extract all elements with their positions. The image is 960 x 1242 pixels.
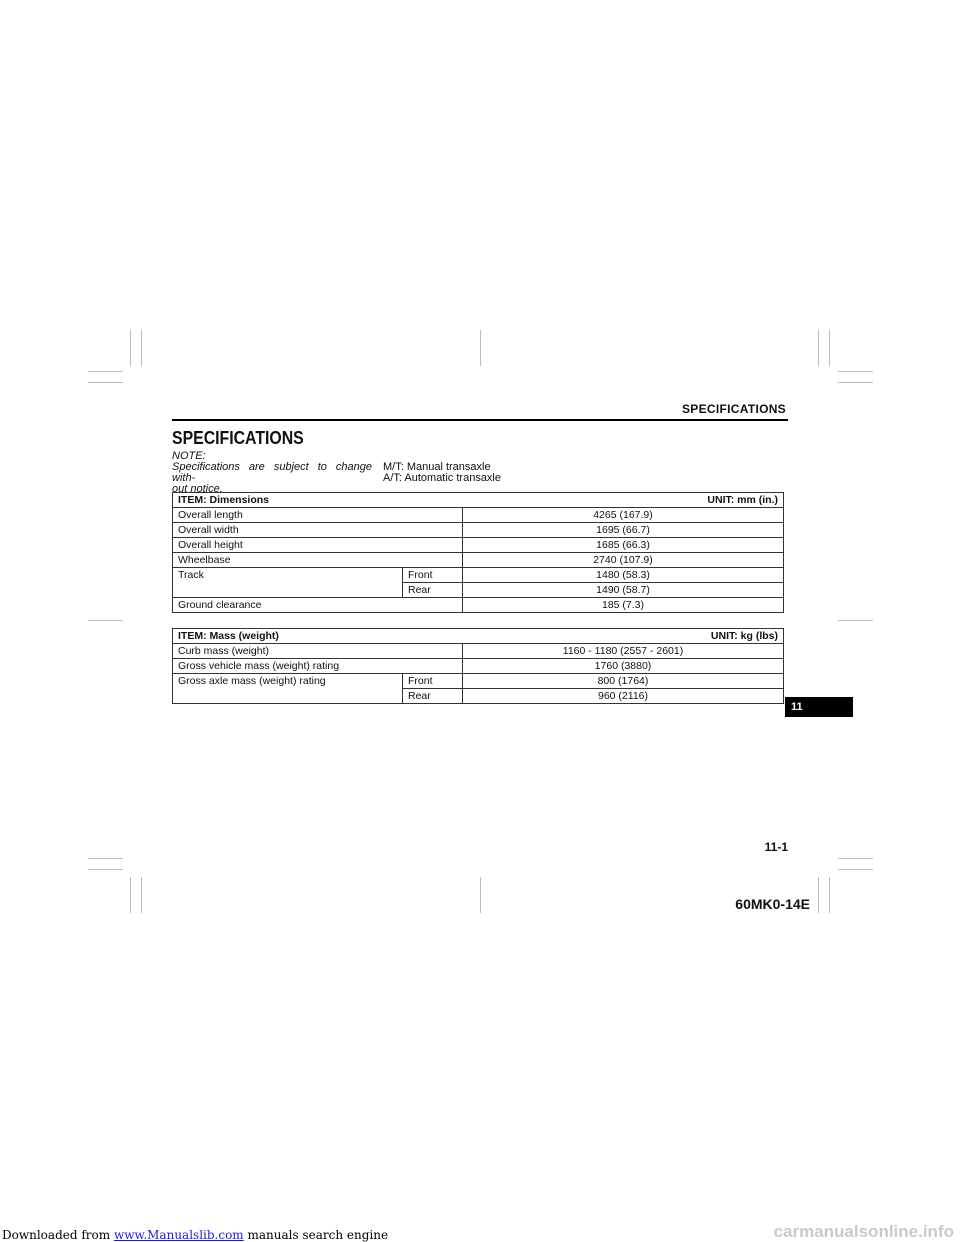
table-row (173, 598, 784, 613)
row-value: 1480 (58.3) (463, 568, 784, 583)
abbreviation-item: M/T: Manual transaxle (383, 461, 491, 473)
mass-table (172, 628, 784, 704)
crop-mark (818, 877, 819, 913)
table-item-label: ITEM: Mass (weight) (178, 630, 279, 642)
source-prefix: Downloaded from (2, 1228, 114, 1242)
abbreviation-item: A/T: Automatic transaxle (383, 472, 501, 484)
crop-mark (88, 858, 123, 859)
page-title: SPECIFICATIONS (172, 428, 304, 448)
row-sublabel: Rear (403, 689, 463, 704)
table-unit-label: UNIT: kg (lbs) (710, 630, 778, 642)
crop-mark (829, 877, 830, 913)
crop-mark (818, 330, 819, 366)
crop-mark (141, 330, 142, 366)
row-label: Curb mass (weight) (173, 644, 463, 659)
crop-mark (480, 330, 481, 366)
header-rule (172, 419, 788, 421)
row-label: Gross vehicle mass (weight) rating (173, 659, 463, 674)
table-item-label: ITEM: Dimensions (178, 494, 270, 506)
row-value: 1695 (66.7) (463, 523, 784, 538)
manualslib-link[interactable]: www.Manualslib.com (113, 1228, 244, 1242)
crop-mark (838, 620, 873, 621)
table-header-cell (173, 629, 784, 644)
note-label: NOTE: (172, 450, 206, 462)
row-value: 1160 - 1180 (2557 - 2601) (463, 644, 784, 659)
page-number: 11-1 (764, 840, 788, 854)
table-unit-label: UNIT: mm (in.) (707, 494, 778, 506)
row-sublabel: Front (403, 568, 463, 583)
crop-mark (88, 620, 123, 621)
row-value: 800 (1764) (463, 674, 784, 689)
row-label: Gross axle mass (weight) rating (173, 674, 403, 689)
table-header-row (173, 629, 784, 644)
row-value: 1760 (3880) (463, 659, 784, 674)
row-value: 1490 (58.7) (463, 583, 784, 598)
row-label: Overall length (173, 508, 463, 523)
row-value: 960 (2116) (463, 689, 784, 704)
row-value: 1685 (66.3) (463, 538, 784, 553)
crop-mark (838, 869, 873, 870)
crop-mark (838, 371, 873, 372)
crop-mark (838, 382, 873, 383)
crop-mark (88, 869, 123, 870)
row-label-continued (173, 583, 403, 598)
chapter-tab: 11 (785, 697, 853, 717)
running-header: SPECIFICATIONS (682, 402, 786, 416)
row-sublabel: Rear (403, 583, 463, 598)
row-sublabel: Front (403, 674, 463, 689)
note-text-line: out notice. (172, 483, 223, 495)
crop-mark (130, 330, 131, 366)
row-value: 185 (7.3) (463, 598, 784, 613)
crop-mark (829, 330, 830, 366)
table-row (173, 523, 784, 538)
table-row (173, 659, 784, 674)
row-label: Overall width (173, 523, 463, 538)
crop-mark (141, 877, 142, 913)
crop-mark (480, 877, 481, 913)
row-label: Wheelbase (173, 553, 463, 568)
row-value: 4265 (167.9) (463, 508, 784, 523)
table-header-row (173, 493, 784, 508)
crop-mark (88, 371, 123, 372)
abbreviation-list (383, 462, 501, 484)
row-label: Ground clearance (173, 598, 463, 613)
dimensions-table (172, 492, 784, 613)
note-block (172, 451, 372, 495)
table-row (173, 508, 784, 523)
table-row (173, 644, 784, 659)
table-row (173, 568, 784, 583)
crop-mark (838, 858, 873, 859)
document-code: 60MK0-14E (735, 896, 810, 912)
table-row (173, 674, 784, 689)
table-header-cell (173, 493, 784, 508)
row-label-continued (173, 689, 403, 704)
table-row (173, 689, 784, 704)
watermark: carmanualsonline.info (773, 1222, 954, 1241)
crop-mark (88, 382, 123, 383)
table-row (173, 553, 784, 568)
row-label: Overall height (173, 538, 463, 553)
note-text-line: Specifications are subject to change with- (172, 461, 372, 484)
crop-mark (130, 877, 131, 913)
row-label: Track (173, 568, 403, 583)
download-source-line (2, 1228, 388, 1242)
table-row (173, 538, 784, 553)
source-suffix: manuals search engine (243, 1228, 389, 1242)
table-row (173, 583, 784, 598)
row-value: 2740 (107.9) (463, 553, 784, 568)
